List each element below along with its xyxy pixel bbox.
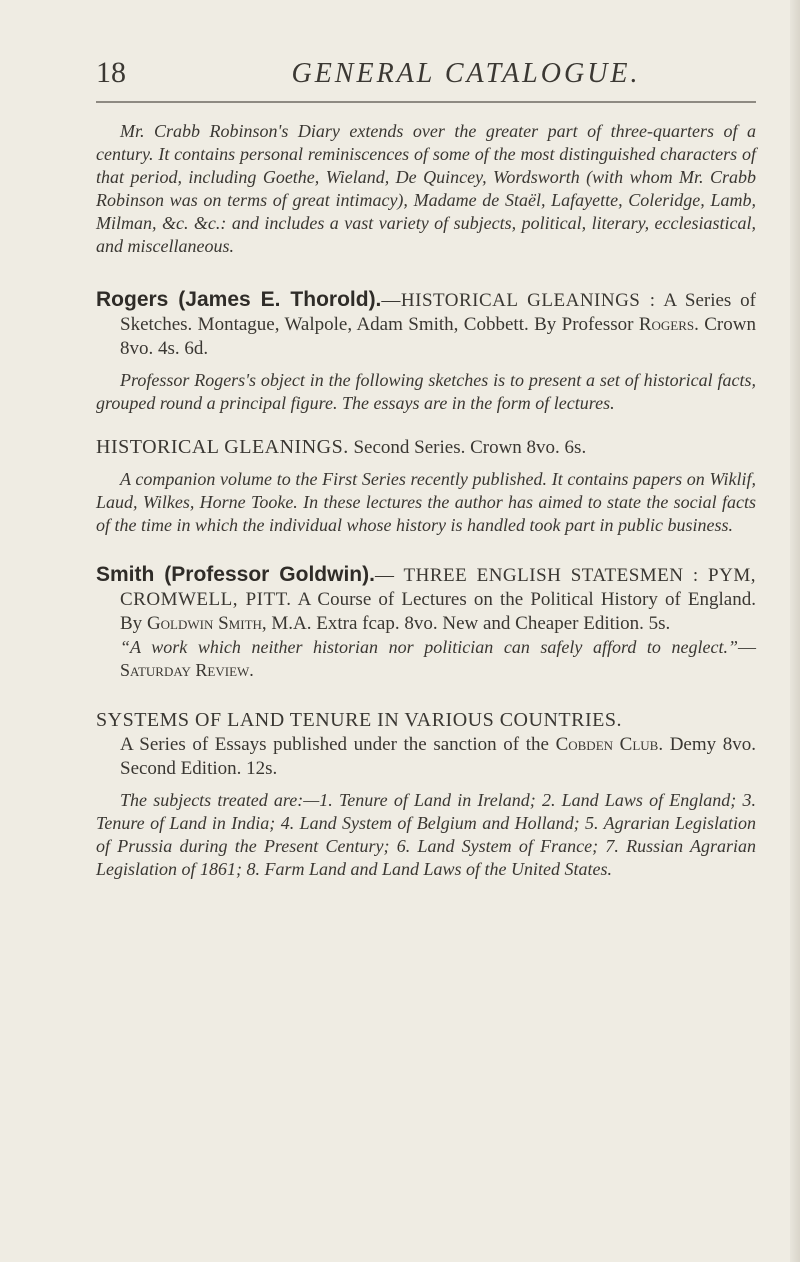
club-systems: Cobden Club [555,734,659,755]
note-rogers: Professor Rogers's object in the following sketches is to present a set of historical facts, grouped round a principal figure. The essays are in the form of lectures. [96,370,756,413]
details-rogers-1: A Series of Sketches. Montague, Walpole, Adam Smith, Cobbett. By Professor [120,290,757,335]
author-smith: Smith (Professor Goldwin). [96,563,375,586]
page-header [96,52,756,92]
running-head: GENERAL CATALOGUE. [291,58,641,89]
details-rogers-2: . Crown 8vo. 4s. 6d. [120,314,756,359]
note-systems: The subjects treated are:—1. Tenure of Land in Ireland; 2. Land Laws of England; 3. Tenure of Land in India; 4. Land System of Belgium and Holland; 5. Agrarian Legislation of Prussia during the Present Century; 6. Land System of France; 7. Russian Agrarian Legislation of 1861; 8. Farm Land and Land Laws of the United States. [96,790,756,879]
details-systems-2: . Demy 8vo. Second Edition. 12s. [120,734,757,779]
page-edge [790,0,800,1262]
name-smith: Goldwin Smith [146,613,262,634]
details-systems-block [96,733,756,781]
professor-rogers: Rogers [638,314,695,335]
review-source: —Saturday Review. [120,637,756,680]
entry-smith [96,563,756,636]
entry-rogers [96,288,756,361]
title-systems: SYSTEMS OF LAND TENURE IN VARIOUS COUNTRIES. [96,709,622,731]
entry-historical-second [96,435,756,460]
quote-text: “A work which neither historian nor politician can safely afford to neglect.” [120,637,738,657]
page-number: 18 [96,56,126,89]
header-rule [96,101,756,103]
details-smith-1: A Course of Lectures on the Political History of England. By [120,589,756,634]
catalogue-content [96,120,756,881]
details-systems-1: A Series of Essays published under the sanction of the [120,734,556,755]
note-historical-second: A companion volume to the First Series recently published. It contains papers on Wiklif, Laud, Wilkes, Horne Tooke. In these lectures the author has aimed to state the social facts of the time in which the individual whose history is handled took part in public business. [96,469,756,535]
author-rogers: Rogers (James E. Thorold). [96,288,382,311]
entry-systems [96,708,756,733]
intro-note: Mr. Crabb Robinson's Diary extends over the greater part of three-quarters of a century. It contains personal reminiscences of some of the most distinguished characters of that period, including Goethe, Wieland, De Quincey, Wordsworth (with whom Mr. Crabb Robinson was on terms of great intimacy), Madame de Staël, Lafayette, Coleridge, Lamb, Milman, &c. &c.: and includes a vast variety of subjects, political, literary, ecclesiastical, and miscellaneous. [96,121,756,256]
title-historical-second: HISTORICAL GLEANINGS. [96,436,349,458]
quote-smith [96,636,756,682]
details-historical-second: Second Series. Crown 8vo. 6s. [348,437,587,458]
details-smith-2: , M.A. Extra fcap. 8vo. New and Cheaper Edition. 5s. [261,613,671,634]
title-rogers: —HISTORICAL GLEANINGS : [381,290,656,311]
title-smith: — THREE ENGLISH STATESMEN : PYM, CROMWELL, PITT. [120,565,756,610]
